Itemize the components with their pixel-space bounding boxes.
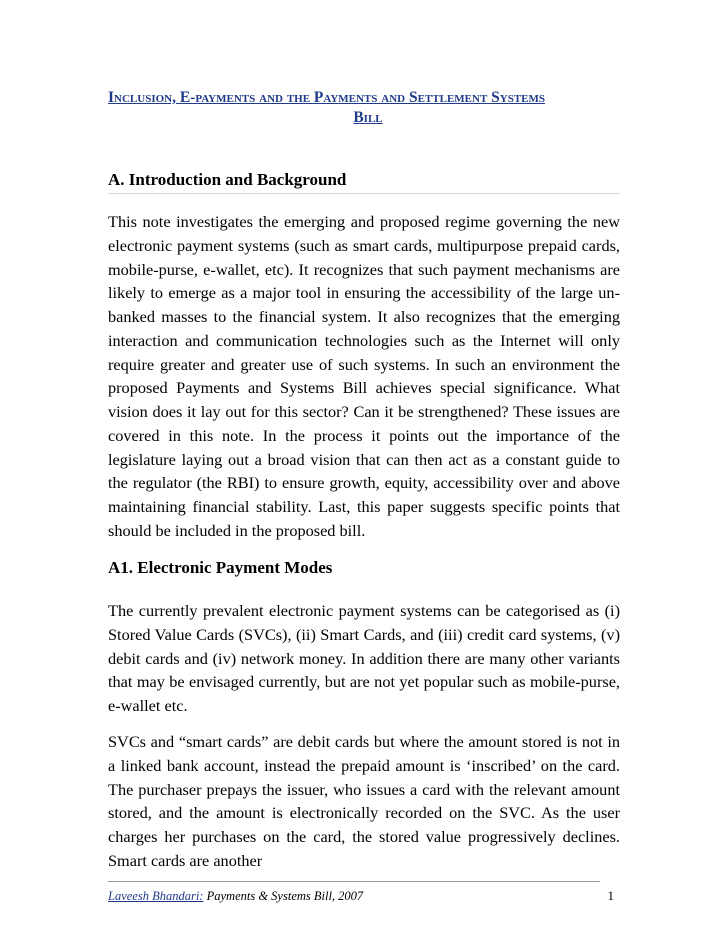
- paragraph-svc-smart-cards: SVCs and “smart cards” are debit cards but where the amount stored is not in a linked bank account, instead the prepaid amount is ‘inscribed’ on the card. The purchaser prepays the issuer, who issues a card with the relevant amount stored, and the amount is electronically recorded on the SVC. As the user charges her purchases on the card, the stored value progressively declines. Smart cards are another: [108, 732, 620, 870]
- section-heading-introduction: A. Introduction and Background: [108, 170, 347, 189]
- footer-divider: [108, 881, 600, 882]
- title-line-2: Bill: [353, 109, 383, 126]
- footer-document: Payments & Systems Bill, 2007: [203, 889, 364, 903]
- footer-author: Laveesh Bhandari:: [108, 889, 204, 903]
- document-title: [108, 88, 628, 128]
- paragraph-payment-modes: The currently prevalent electronic payment systems can be categorised as (i) Stored Value Cards (SVCs), (ii) Smart Cards, and (iii) credit card systems, (v) debit cards and (iv) network money. In addition there are many other variants that may be envisaged currently, but are not yet popular such as mobile-purse, e-wallet etc.: [108, 601, 620, 715]
- page-footer: [108, 888, 620, 904]
- title-line-1: Inclusion, E-payments and the Payments and Settlement Systems: [108, 89, 546, 106]
- heading-divider: [108, 193, 620, 194]
- section-heading-electronic-payment-modes: A1. Electronic Payment Modes: [108, 558, 333, 577]
- paragraph-introduction: This note investigates the emerging and proposed regime governing the new electronic payment systems (such as smart cards, multipurpose prepaid cards, mobile-purse, e-wallet, etc). It recognizes that such payment mechanisms are likely to emerge as a major tool in ensuring the accessibility of the large un-banked masses to the financial system. It also recognizes that the emerging interaction and communication technologies such as the Internet will only require greater and greater use of such systems. In such an environment the proposed Payments and Systems Bill achieves special significance. What vision does it lay out for this sector? Can it be strengthened? These issues are covered in this note. In the process it points out the importance of the legislature laying out a broad vision that can then act as a constant guide to the regulator (the RBI) to ensure growth, equity, accessibility over and above maintaining financial stability. Last, this paper suggests specific points that should be included in the proposed bill.: [108, 212, 620, 540]
- page-number: 1: [607, 888, 614, 903]
